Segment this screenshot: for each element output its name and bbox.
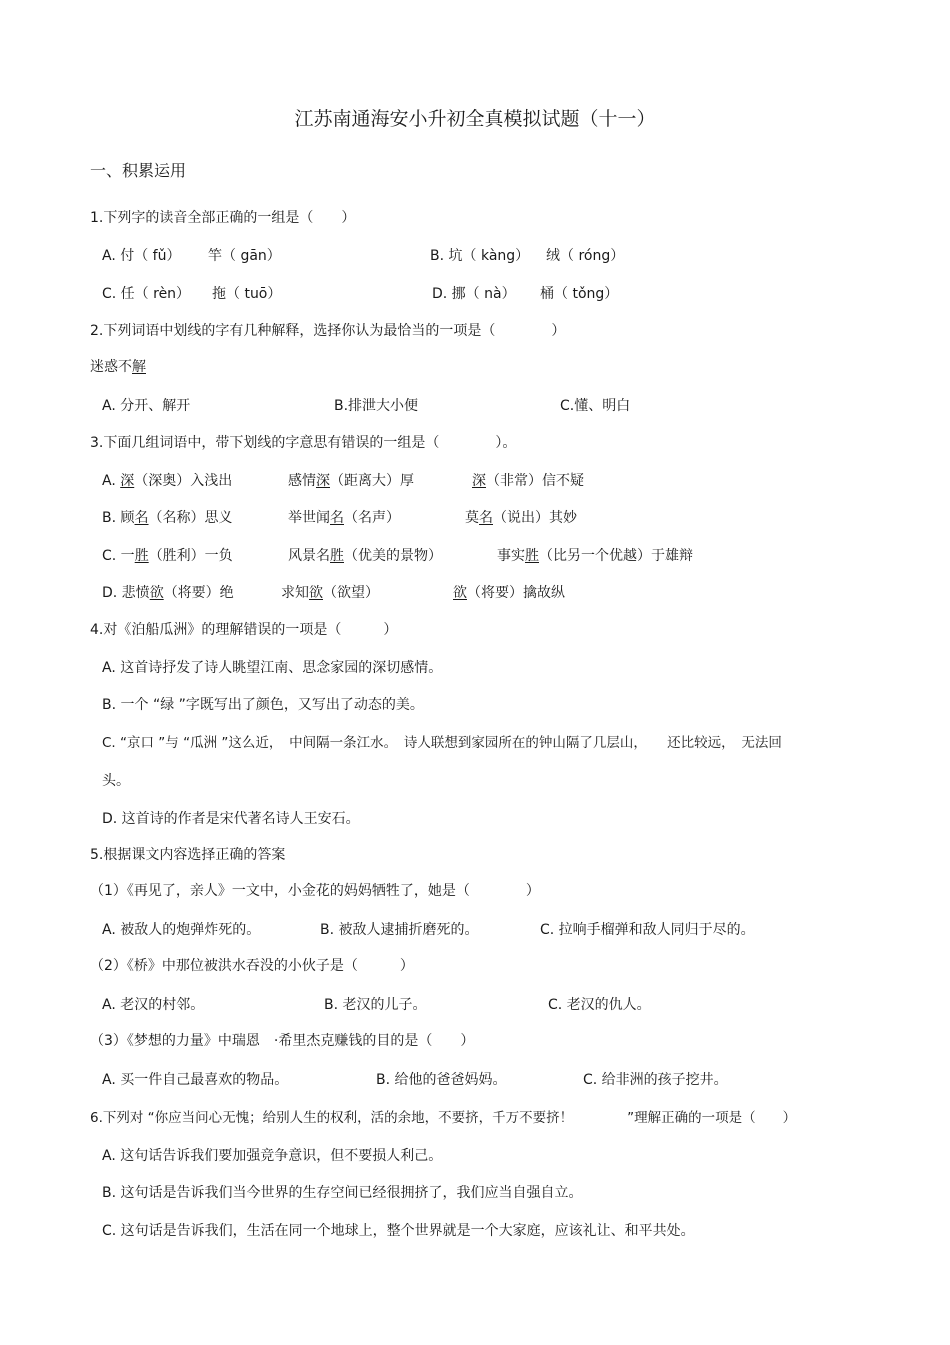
q5-sub2-option-c: C. 老汉的仇人。 <box>548 997 651 1013</box>
q3-b-term2-left: 举世闻 <box>288 510 330 526</box>
q3-c-term2-char: 胜 <box>330 548 344 564</box>
q6-option-a: A. 这句话告诉我们要加强竞争意识，但不要损人利己。 <box>102 1148 443 1164</box>
q5-sub3: （3）《梦想的力量》中瑞恩 ·希里杰克赚钱的目的是（ ） <box>90 1033 475 1049</box>
q5-sub1-option-b: B. 被敌人逮捕折磨死的。 <box>320 922 479 938</box>
q4-option-c-line1: C. “京口 ”与 “瓜洲 ”这么近， 中间隔一条江水。 诗人联想到家园所在的钟山隔了几层山， 还比较远， 无法回 <box>102 735 782 751</box>
q3-d-term2-rest: （欲望） <box>323 585 379 601</box>
q3-a-term2-char: 深 <box>316 473 330 489</box>
q3-b-term3-rest: （说出）其妙 <box>493 510 577 526</box>
q4-option-d: D. 这首诗的作者是宋代著名诗人王安石。 <box>102 811 360 827</box>
q3-c-term1-char: 胜 <box>134 548 149 564</box>
q5-sub3-option-a: A. 买一件自己最喜欢的物品。 <box>102 1072 289 1088</box>
q4-stem: 4.对《泊船瓜洲》的理解错误的一项是（ ） <box>90 622 398 638</box>
q3-d-term2-char: 欲 <box>309 585 323 601</box>
q1-option-d2: 桶（ tǒng） <box>540 286 619 302</box>
q3-option-d <box>102 583 234 603</box>
q6-option-b: B. 这句话是告诉我们当今世界的生存空间已经很拥挤了，我们应当自强自立。 <box>102 1185 583 1201</box>
q3-c-label: C. 一 <box>102 548 135 564</box>
q3-c-term3-left: 事实 <box>497 548 525 564</box>
q5-sub2-option-a: A. 老汉的村邻。 <box>102 997 205 1013</box>
q3-option-a-term3 <box>472 471 584 491</box>
q3-option-a-term2 <box>288 471 414 491</box>
page-title: 江苏南通海安小升初全真模拟试题（十一） <box>294 108 656 130</box>
q3-d-term3-rest: （将要）擒故纵 <box>467 585 565 601</box>
q1-option-c2: 拖（ tuō） <box>212 286 282 302</box>
q4-option-a: A. 这首诗抒发了诗人眺望江南、思念家园的深切感情。 <box>102 660 443 676</box>
q3-a-term3-rest: （非常）信不疑 <box>486 473 584 489</box>
q3-a-term2-left: 感情 <box>288 473 316 489</box>
q3-c-term1-rest: （胜利）一负 <box>148 548 233 564</box>
q5-sub3-option-b: B. 给他的爸爸妈妈。 <box>376 1072 507 1088</box>
q5-sub3-option-c: C. 给非洲的孩子挖井。 <box>583 1072 728 1088</box>
q6-option-c: C. 这句话是告诉我们，生活在同一个地球上，整个世界就是一个大家庭，应该礼让、和平共处。 <box>102 1223 695 1239</box>
q1-option-d1: D. 挪（ nà） <box>432 286 516 302</box>
q5-sub1-option-c: C. 拉响手榴弹和敌人同归于尽的。 <box>540 922 755 938</box>
q3-option-b-term2 <box>288 508 400 528</box>
q1-option-b2: 绒（ róng） <box>546 248 625 264</box>
section-heading: 一、积累运用 <box>90 161 187 180</box>
q2-word <box>90 357 146 377</box>
q2-word-prefix: 迷惑不 <box>90 359 132 375</box>
q4-option-b: B. 一个 “绿 ”字既写出了颜色，又写出了动态的美。 <box>102 697 424 713</box>
q2-word-underlined: 解 <box>132 359 146 375</box>
q3-b-term2-char: 名 <box>330 510 344 526</box>
q3-stem: 3.下面几组词语中，带下划线的字意思有错误的一组是（ ）。 <box>90 435 517 451</box>
q5-sub2-option-b: B. 老汉的儿子。 <box>324 997 427 1013</box>
q3-a-term1-rest: （深奥）入浅出 <box>134 473 233 489</box>
q3-a-term3-char: 深 <box>472 473 486 489</box>
q4-option-c-line2: 头。 <box>102 773 130 789</box>
q3-d-term3-char: 欲 <box>453 585 467 601</box>
q2-option-c: C.懂、明白 <box>560 398 631 414</box>
q1-option-a1: A. 付（ fǔ） <box>102 248 181 264</box>
q3-a-term2-rest: （距离大）厚 <box>330 473 414 489</box>
q3-option-c <box>102 546 233 566</box>
q3-d-term2-left: 求知 <box>281 585 309 601</box>
q3-option-c-term2 <box>288 546 442 566</box>
q3-option-b-term3 <box>465 508 577 528</box>
q3-c-term3-rest: （比另一个优越）于雄辩 <box>539 548 693 564</box>
q3-a-term1-char: 深 <box>120 473 135 489</box>
q5-stem: 5.根据课文内容选择正确的答案 <box>90 847 286 863</box>
q3-option-c-term3 <box>497 546 693 566</box>
q3-option-d-term3 <box>453 583 565 603</box>
q1-option-c1: C. 任（ rèn） <box>102 286 191 302</box>
q1-stem: 1.下列字的读音全部正确的一组是（ ） <box>90 210 356 226</box>
q2-option-a: A. 分开、解开 <box>102 398 191 414</box>
q3-d-term1-char: 欲 <box>149 585 164 601</box>
q3-b-term1-rest: （名称）思义 <box>148 510 233 526</box>
q5-sub1-option-a: A. 被敌人的炮弹炸死的。 <box>102 922 261 938</box>
q3-option-d-term2 <box>281 583 379 603</box>
q3-b-term3-char: 名 <box>479 510 493 526</box>
q3-option-a <box>102 471 232 491</box>
q3-d-term1-rest: （将要）绝 <box>163 585 234 601</box>
q1-option-a2: 竿（ gān） <box>208 248 281 264</box>
q3-b-term3-left: 莫 <box>465 510 479 526</box>
q5-sub1: （1）《再见了，亲人》一文中，小金花的妈妈牺牲了，她是（ ） <box>90 883 540 899</box>
q3-c-term3-char: 胜 <box>525 548 539 564</box>
q2-stem: 2.下列词语中划线的字有几种解释，选择你认为最恰当的一项是（ ） <box>90 323 566 339</box>
q6-stem: 6.下列对 “你应当问心无愧；给别人生的权利，活的余地，不要挤，千万不要挤！ ”理解正确的一项是（ ） <box>90 1110 797 1126</box>
q3-option-b <box>102 508 233 528</box>
q3-c-term2-left: 风景名 <box>288 548 330 564</box>
q3-b-label: B. 顾 <box>102 510 135 526</box>
q3-d-label: D. 悲愤 <box>102 585 150 601</box>
q1-option-b1: B. 坑（ kàng） <box>430 248 530 264</box>
q3-a-label: A. <box>102 473 116 489</box>
q3-b-term1-char: 名 <box>134 510 149 526</box>
q5-sub2: （2）《桥》中那位被洪水吞没的小伙子是（ ） <box>90 958 414 974</box>
q3-c-term2-rest: （优美的景物） <box>344 548 442 564</box>
q3-b-term2-rest: （名声） <box>344 510 400 526</box>
q2-option-b: B.排泄大小便 <box>334 398 419 414</box>
